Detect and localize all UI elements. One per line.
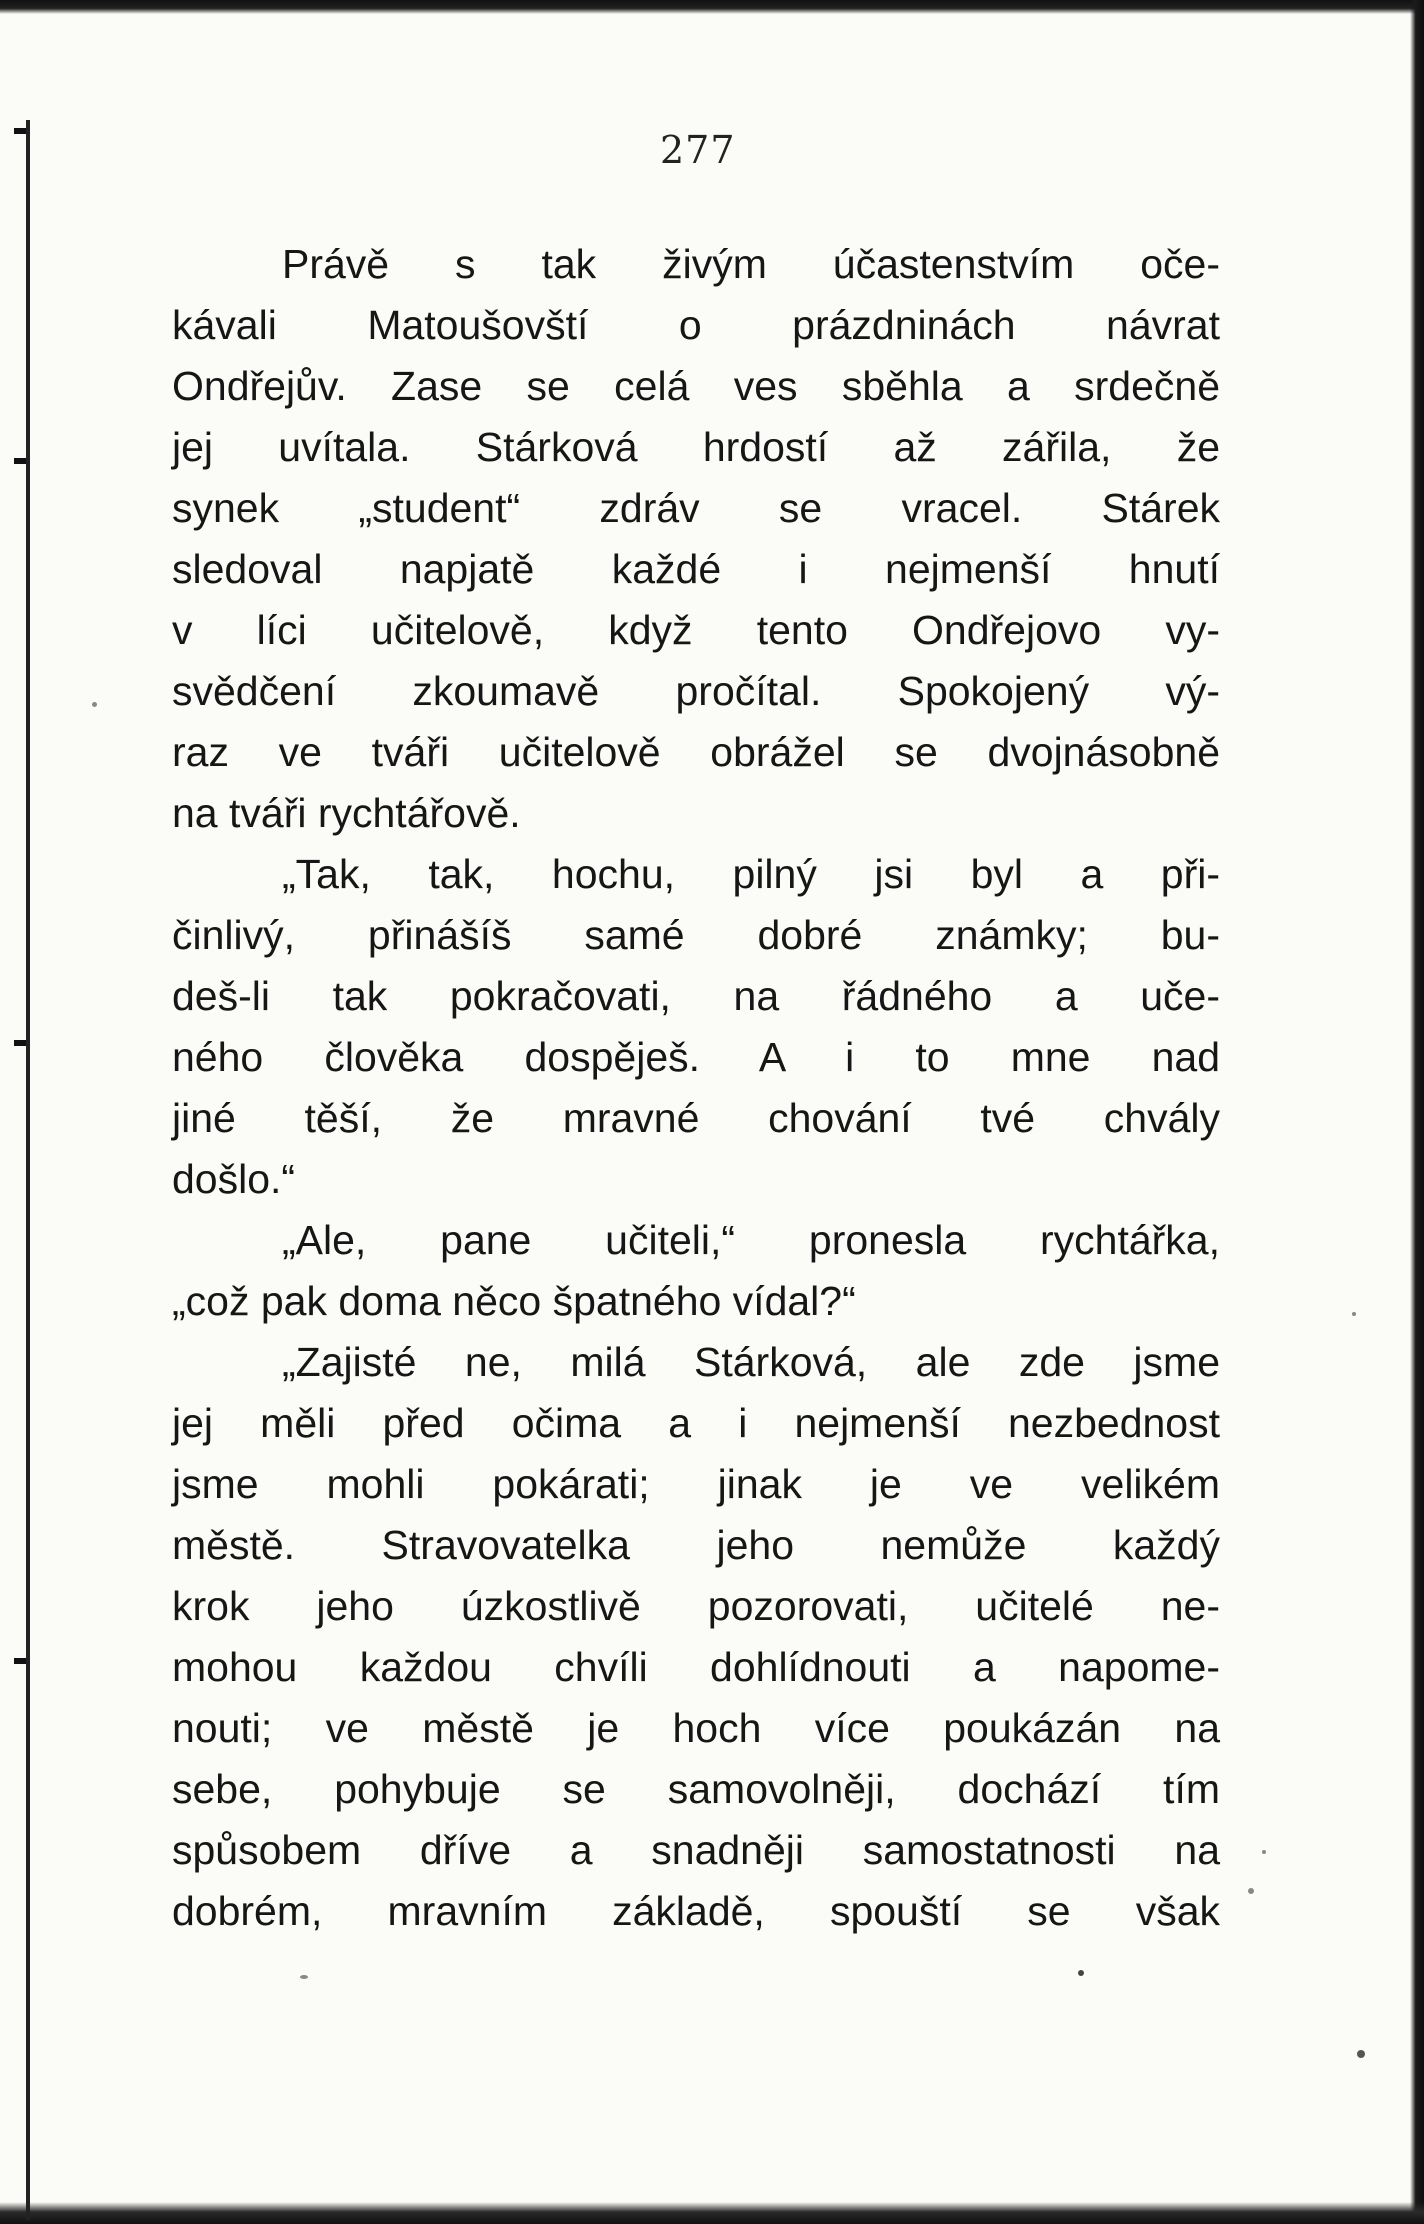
binding-mark bbox=[14, 1658, 26, 1664]
binding-mark bbox=[14, 1040, 26, 1046]
scan-edge-top bbox=[0, 0, 1424, 14]
text-line: Právě s tak živým účastenstvím oče- bbox=[282, 241, 1220, 287]
text-line: sebe, pohybuje se samovolněji, dochází tím bbox=[172, 1766, 1220, 1812]
text-line: dobrém, mravním základě, spouští se však bbox=[172, 1888, 1220, 1934]
scan-edge-right bbox=[1410, 0, 1424, 2224]
dust-speck bbox=[1352, 1312, 1356, 1316]
text-line: došlo.“ bbox=[172, 1156, 296, 1202]
text-line: „což pak doma něco špatného vídal?“ bbox=[172, 1278, 856, 1324]
scan-edge-bottom bbox=[0, 2202, 1424, 2224]
text-line: sledoval napjatě každé i nejmenší hnutí bbox=[172, 546, 1220, 592]
binding-edge bbox=[26, 120, 30, 2220]
binding-mark bbox=[14, 458, 26, 464]
text-line: činlivý, přinášíš samé dobré známky; bu- bbox=[172, 912, 1220, 958]
text-line: jej měli před očima a i nejmenší nezbednost bbox=[172, 1400, 1220, 1446]
text-line: spůsobem dříve a snadněji samostatnosti na bbox=[172, 1827, 1220, 1873]
text-line: raz ve tváři učitelově obrážel se dvojnásobně bbox=[172, 729, 1220, 775]
text-line: jsme mohli pokárati; jinak je ve velikém bbox=[172, 1461, 1220, 1507]
text-line: nouti; ve městě je hoch více poukázán na bbox=[172, 1705, 1220, 1751]
text-line: jiné těší, že mravné chování tvé chvály bbox=[172, 1095, 1220, 1141]
text-line: na tváři rychtářově. bbox=[172, 790, 521, 836]
text-line: ného člověka dospěješ. A i to mne nad bbox=[172, 1034, 1220, 1080]
text-line: „Zajisté ne, milá Stárková, ale zde jsme bbox=[282, 1339, 1220, 1385]
text-line: kávali Matoušovští o prázdninách návrat bbox=[172, 302, 1220, 348]
dust-speck bbox=[1248, 1888, 1254, 1894]
body-text bbox=[172, 234, 1220, 1942]
text-line: deš-li tak pokračovati, na řádného a uče- bbox=[172, 973, 1220, 1019]
dust-speck bbox=[1357, 2050, 1365, 2058]
text-line: v líci učitelově, když tento Ondřejovo vy- bbox=[172, 607, 1220, 653]
text-line: mohou každou chvíli dohlídnouti a napome- bbox=[172, 1644, 1220, 1690]
dust-speck bbox=[92, 702, 97, 707]
text-line: synek „student“ zdráv se vracel. Stárek bbox=[172, 485, 1220, 531]
text-line: svědčení zkoumavě pročítal. Spokojený vý- bbox=[172, 668, 1220, 714]
text-line: městě. Stravovatelka jeho nemůže každý bbox=[172, 1522, 1220, 1568]
text-line: krok jeho úzkostlivě pozorovati, učitelé ne- bbox=[172, 1583, 1220, 1629]
text-line: Ondřejův. Zase se celá ves sběhla a srdečně bbox=[172, 363, 1220, 409]
dust-speck bbox=[1262, 1850, 1266, 1854]
text-line: jej uvítala. Stárková hrdostí až zářila, že bbox=[172, 424, 1220, 470]
text-line: „Ale, pane učiteli,“ pronesla rychtářka, bbox=[282, 1217, 1220, 1263]
page-number: 277 bbox=[660, 128, 736, 172]
binding-mark bbox=[14, 128, 26, 134]
dust-speck bbox=[1078, 1970, 1084, 1976]
text-line: „Tak, tak, hochu, pilný jsi byl a při- bbox=[282, 851, 1220, 897]
dust-speck bbox=[300, 1975, 308, 1979]
